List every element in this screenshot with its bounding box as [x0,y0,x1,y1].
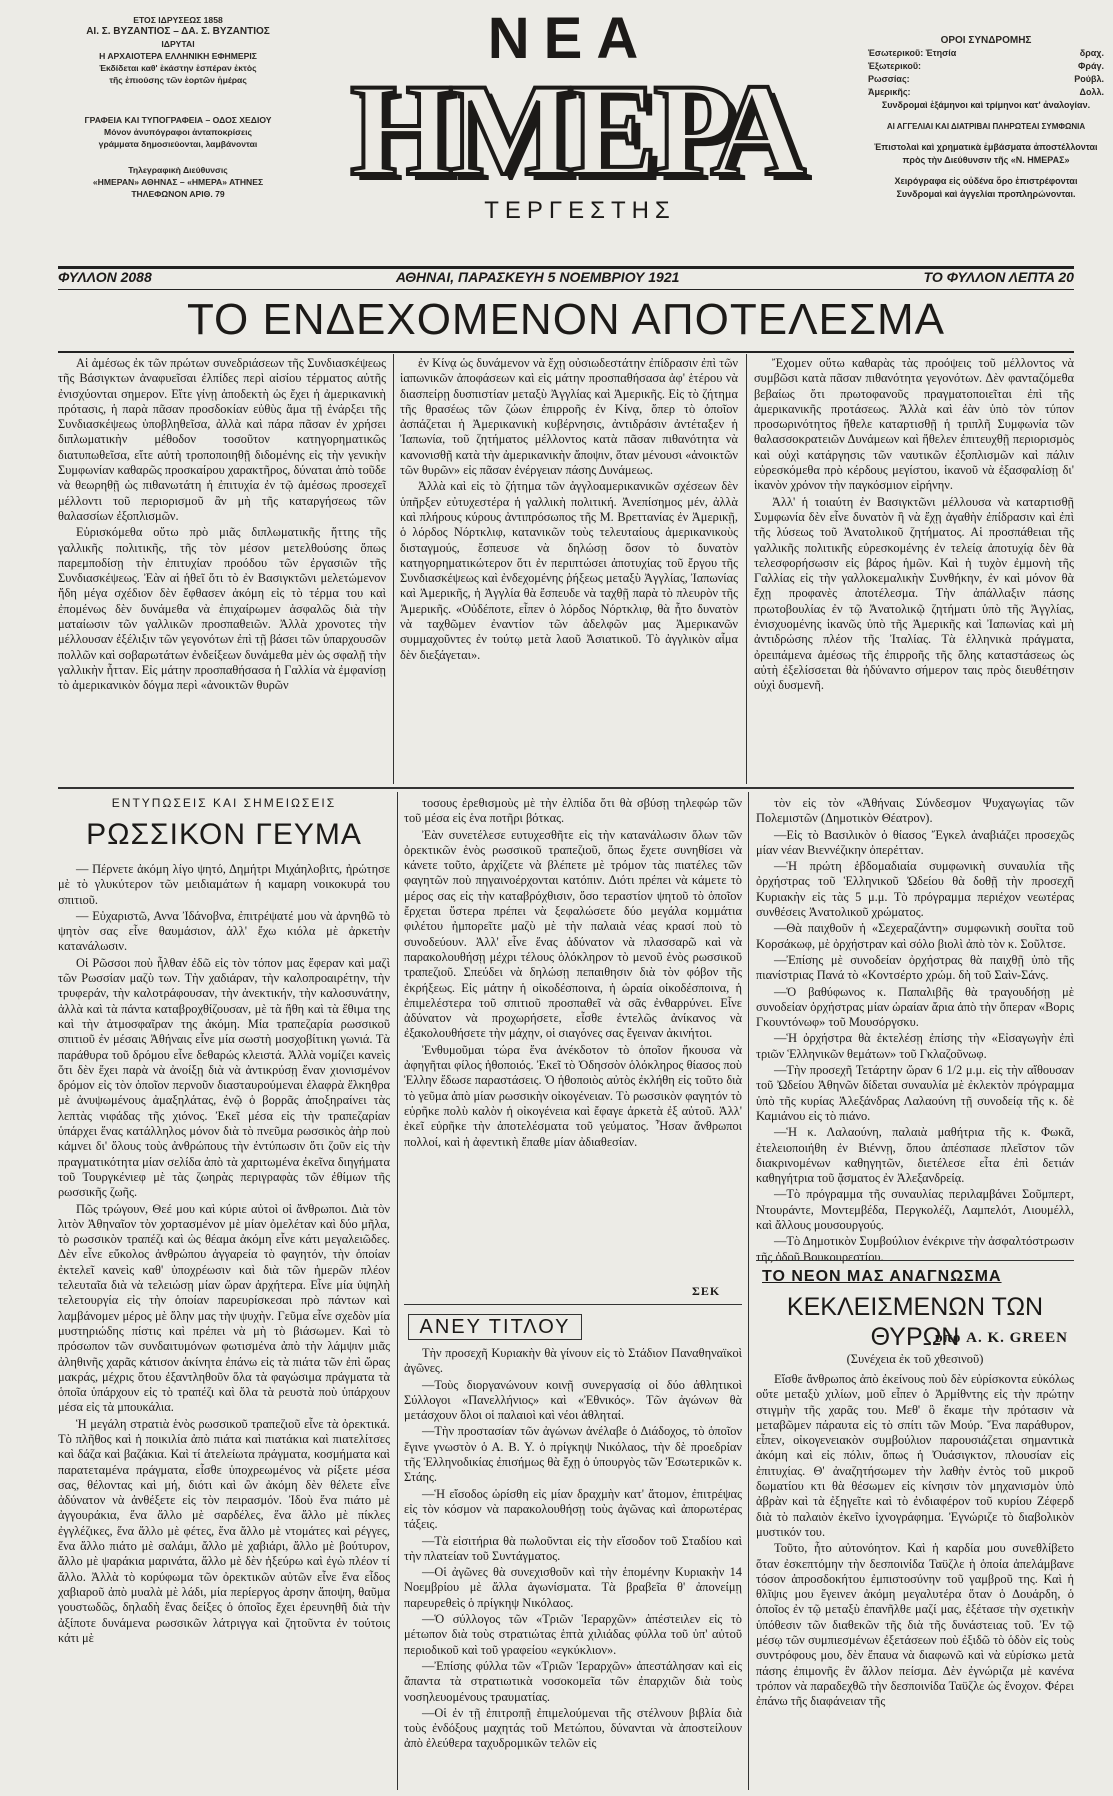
issue-date: ΑΘΗΝΑΙ, ΠΑΡΑΣΚΕΥΗ 5 ΝΟΕΜΒΡΙΟΥ 1921 [395,269,680,285]
publication-line-1: Ἐκδίδεται καθ' ἑκάστην ἑσπέραν ἐκτὸς [99,63,257,73]
lead-article-col-2 [400,356,738,782]
paragraph: Τὴν προσεχῆ Κυριακὴν θὰ γίνουν εἰς τὸ Στάδιον Παναθηναϊκοὶ ἀγῶνες. [404,1346,742,1376]
paragraph: —Θὰ παιχθοῦν ἡ «Σεχεραζάντη» συμφωνικὴ σουῖτα τοῦ Κορσάκωφ, μὲ ὀρχήστραν καὶ σόλο βιολὶ ἀπὸ τὸν κ. Σοῦλτσε. [756,921,1074,951]
dateline-rule-bottom [58,289,1074,290]
serial-kicker: ΤΟ ΝΕΟΝ ΜΑΣ ΑΝΑΓΝΩΣΜΑ [762,1268,1002,1285]
paragraph: Ἐνθυμοῦμαι τώρα ἕνα ἀνέκδοτον τὸ ὁποῖον ἤκουσα νὰ ἀφηγῆται φίλος ἡθοποιός. Ἐκεῖ τὸ Ὀδησσὸν ὁλόκληρος θίασος ποὺ Ἐλλην ἔδωσε παραστάσεις. Ὁ ἡθοποιὸς αὐτὸς ἐκλήθη εἰς τοῦτο διὰ τὸ γεῦμα ἀπὸ μίαν ρωσσικὴν οἰκογένειαν. Τὸ ρωσσικὸν φαγητόν τὸ εὑρῆκε πολὺ καλὸν ἡ οἰκογένεια καὶ ἔφαγε ἀρκετὰ ἐξ αὐτοῦ. Ἀλλ' ἐκεῖ εὑρῆκε τὴν ἀποτελέσματα τοῦ γεύματος. Ἦσαν ἄνθρωποι πολλοί, καὶ ἡ ἀφεντικὴ ἔπαθε μίαν ἀδιαθεσίαν. [404,1042,742,1149]
prepayment-note: Συνδρομαὶ καὶ ἀγγελίαι προπληρώνονται. [896,189,1076,199]
founding-line: ΕΤΟΣ ΙΔΡΥΣΕΩΣ 1858 [133,15,223,25]
paragraph: —Τὸ Δημοτικὸν Συμβούλιον ἐνέκρινε τὴν ἀσφαλτόστρωσιν τῆς ὁδοῦ Βουκουρεστίου. [756,1234,1074,1264]
section-rule [404,1304,742,1305]
paragraph: —Τὰ εἰσιτήρια θὰ πωλοῦνται εἰς τὴν εἴσοδον τοῦ Σταδίου καὶ τὴν πλατείαν τοῦ Συντάγματος. [404,1533,742,1563]
subscription-note: Συνδρομαὶ ἑξάμηνοι καὶ τρίμηνοι κατ' ἀναλογίαν. [881,100,1091,110]
paragraph: Οἱ Ρῶσσοι ποὺ ἦλθαν ἐδῶ εἰς τὸν τόπον μας ἔφεραν καὶ μαζὶ τῶν Ρωσσίαν μαζὺ των. Τὴν χαδιάραν, τὴν καλοπροαιρέτην, τὴν τρυφεράν, τὴν καλοτράφουσαν, τὴν ἀνεκτικήν, τὴν καλοσυνάτην, ἀλλὰ καὶ τὰ πάντα καταβροχθίζουσαν, μὲ τὰ ἤθη καὶ τὰ ἔθιμα της καὶ τὴν ἀτμοσφαῖραν της ἀκόμη. Μία τραπεζαρία ρωσσικοῦ σπιτιοῦ ἐν μέσαις Ἀθήναις εἶνε μία σωστὴ μοσχοβίτικη γωνιά. Τὰ παράθυρα τοῦ δρόμου εἶνε δεθαρώς κλειστά. Ἀλλὰ νομίζει κανεὶς ὅτι δὲν ἔχει παρὰ νὰ ἀνοίξῃ διὰ νὰ ἀντικρύσῃ ἕναν χιονισμένον δρόμον εἰς τὸν ὁποῖον περνοῦν διασταυρούμεναι ἐλαφρὰ ἕλκηθρα μὲ ἀνυψωμένους ἀμαξηλάτας, ἐνῷ ὁ βορρᾶς ἀποξηραίνει τὰς λεπτὰς νιφάδας τῆς χιόνος. Ἐκεῖ μέσα εἰς τὴν τραπεζαρίαν ὑπάρχει ἕνας κατάλληλος μόνον διὰ τὸ πνεῦμα ρωσσικὸς ἀὴρ ποὺ κάμνει δι' ὅλους τοὺς ἀνθρώπους τὴν ἐντύπωσιν ὅτι ζοῦν εἰς τὴν πραγματικότητα μίαν σελίδα ἀπὸ τὰ χαριτωμένα ἐκεῖνα διηγήματα τοῦ Τουργκένιεφ μὲ τὰς ζωηρὰς περιγραφὰς τῶν ἐθίμων τῆς ρωσσικῆς ζωῆς. [58,955,390,1200]
section-kicker: ΕΝΤΥΠΩΣΕΙΣ ΚΑΙ ΣΗΜΕΙΩΣΕΙΣ [111,796,337,810]
paragraph: — Εὐχαριστῶ, Αννα Ἰδάνοβνα, ἐπιτρέψατέ μου νὰ ἀρνηθῶ τὸ ψητὸν σας εἶνε θαυμάσιον, ἀλλ' ἔχω κιόλα μὲ ἀρκετὴν κατανάλωσιν. [58,908,390,954]
rate-row: Ἐξωτερικοῦ: Φράγ. [868,61,1104,71]
founders-line: ΑΙ. Σ. ΒΥΖΑΝΤΙΟΣ – ΔΑ. Σ. ΒΥΖΑΝΤΙΟΣ [86,26,270,37]
paragraph: Αἱ ἀμέσως ἐκ τῶν πρώτων συνεδριάσεων τῆς Συνδιασκέψεως τῆς Βάσιγκτων ἀναφυεῖσαι ἐλπίδες περὶ αἰσίου τέρματος αὐτῆς ἐνισχύονται σημερον. Εἴτε γίνῃ ἀποδεκτὴ ὡς ἔχει ἡ ἀμερικανικὴ πρότασις, ἡ παρὰ πᾶσαν προσδοκίαν εὐθὺς ἅμα τῇ ἐνάρξει τῆς Συνδιασκέψεως ὑποβληθεῖσα, ἀλλὰ καὶ πάρα πᾶσαν ἐν χρήσει διπλωματικὴν μέθοδον τοσοῦτον κατηγορηματικῶς διατυπωθεῖσα, εἴτε αὐτὴ τροποποιηθῇ διδομένης εἰς τὴν γενικὴν Συμφωνίαν καθαρῶς προσκαίρου χαρακτῆρος, δύναται ἀπὸ τοῦδε νὰ θεωρηθῇ ὡς πιθανωτάτη ἡ ἐπιτυχία ἐν τῷ ἀμέσως προσεχεῖ μέλλοντι τοῦ περιορισμοῦ ἂν μὴ τῆς καταργήσεως τῶν θαλασσίων ἐξοπλισμῶν. [58,356,386,523]
section-rule [58,787,1074,789]
lead-article-col-1 [58,356,386,782]
paragraph: —Εἰς τὸ Βασιλικὸν ὁ θίασος Ἔγκελ ἀναβιάζει προσεχῶς μίαν νέαν Βιεννέζικην ὀπερέτταν. [756,827,1074,857]
letters-note: Ἐπιστολαὶ καὶ χρηματικὰ ἐμβάσματα ἀποστέλλονται πρὸς τὴν Διεύθυνσιν τῆς «Ν. ΗΜΕΡΑΣ» [874,142,1098,165]
paragraph: τοσους ἐρεθισμοὺς μὲ τὴν ἐλπίδα ὅτι θὰ σβύσῃ τηλεφώρ τῶν τοῦ μέσα εἰς ἑνα ποτῆρι βότκας. [404,796,742,826]
paragraph: Εὑρισκόμεθα οὕτω πρὸ μιᾶς διπλωματικῆς ἥττης τῆς γαλλικῆς πολιτικῆς, τῆς τὸν μέσον μετελθούσης ὅπως παρεμποδίσῃ τὴν ἐπιτυχίαν προόδου τῶν ἐργασιῶν τῆς Συνδιασκέψεως. Ἐὰν αἱ ἡθεῖ ὅτι τὸ ἐν Βασιγκτῶνι μελετώμενον ἤδη μέγα σχέδιον δὲν ἔφθασεν ἀκόμη εἰς τὸ τέρμα του καὶ ἐπομένως δὲν δυνάμεθα νὰ ἐπιχαίρωμεν ἀσφαλῶς διὰ τὴν ματαίωσιν τῶν γαλλικῶν προσπαθειῶν. Ἀλλὰ χρονοτες τὴν μέλλουσαν ἐξέλιξιν τῶν γεγονότων ἐπὶ τῇ βάσει τῶν ὑπαρχουσῶν πολλῶν καὶ σοβαρωτάτων ἐνδείξεων δυνάμεθα μὲν ὡς σφαλῇ τὴν γαλλικὴν ἧτταν. Εἰς μάτην προσπαθήσασα ἡ Γαλλία νὰ ἐμφανίσῃ τὸ ἀμερικανικὸν δόγμα περὶ «ἀνοικτῶν θυρῶν [58,525,386,693]
column-divider [397,792,398,1790]
section-title-russian-meal: ΡΩΣΣΙΚΟΝ ΓΕΥΜΑ [86,818,362,851]
submissions-line-1: Μόνον ἀνυπόγραφοι ἀνταποκρίσεις [104,127,252,137]
rate-row: Ἀμερικῆς: Δολλ. [868,87,1104,97]
untitled-column [404,1346,742,1790]
lead-headline: ΤΟ ΕΝΔΕΧΟΜΕΝΟΝ ΑΠΟΤΕΛΕΣΜΑ [186,295,946,344]
publication-line-2: τῆς ἐπιούσης τῶν ἑορτῶν ἡμέρας [109,75,247,85]
paragraph: —Ἡ εἴσοδος ὡρίσθη εἰς μίαν δραχμὴν κατ' ἄτομον, ἐπιτρέψας εἰς τὸν κόσμον νὰ παρακολουθήσῃ τοὺς ἀγῶνας καὶ ἀπορωτέρας τάξεις. [404,1486,742,1532]
masthead-subscription-terms [868,34,1104,201]
oldest-paper-line: Η ΑΡΧΑΙΟΤΕΡΑ ΕΛΛΗΝΙΚΗ ΕΦΗΜΕΡΙΣ [99,51,257,61]
manuscripts-note: Χειρόγραφα εἰς οὐδένα ὅρο ἐπιστρέφονται [894,176,1078,186]
serial-author: ὑπὸ A. K. GREEN [934,1330,1068,1346]
paragraph: —Ὁ σύλλογος τῶν «Τριῶν Ἱεραρχῶν» ἀπέστειλεν εἰς τὸ μέτωπον διὰ τοὺς στρατιώτας ἑπτὰ χιλιάδας φύλλα τοῦ ὑπ' αὐτοῦ περιοδικοῦ καὶ τοῦ γραφείου «εγκύκλιον». [404,1612,742,1657]
serial-column [756,1372,1074,1790]
paragraph: —Ὁ βαθύφωνος κ. Παπαλιβῆς θὰ τραγουδήσῃ μὲ συνοδείαν ὀρχήστρας μίαν ὡραίαν ἄρια ἀπὸ τὴν ὄπεραν «Βορις Γκουντόνωφ» τοῦ Μουσόργσκυ. [756,984,1074,1030]
section-title-untitled: ΑΝΕΥ ΤΙΤΛΟΥ [408,1314,582,1340]
masthead-title-top: ΝΕΑ [487,6,653,71]
issue-price: ΤΟ ΦΥΛΛΟΝ ΛΕΠΤΑ 20 [923,269,1074,285]
subscription-heading: ΟΡΟΙ ΣΥΝΔΡΟΜΗΣ [940,35,1032,46]
masthead-left-info [48,14,308,200]
paragraph: — Πέρνετε ἀκόμη λίγο ψητό, Δημήτρι Μιχάηλοβιτς, ἠρώτησε μὲ τὸ γλυκύτερον τῶν μειδιαμάτων ἡ καμαρη νοικοκυρά του σπιτιοῦ. [58,862,390,907]
founders-label: ΙΔΡΥΤΑΙ [161,39,195,49]
paragraph: τὸν εἰς τὸν «Ἀθήναις Σύνδεσμον Ψυχαγωγίας τῶν Πολεμιστῶν (Δημοτικὸν Θέατρον). [756,796,1074,826]
russian-meal-col-1 [58,862,390,1788]
paragraph: Ἀλλ' ἡ τοιαύτη ἐν Βασιγκτῶνι μέλλουσα νὰ καταρτισθῇ Συμφωνία δὲν εἶνε δυνατὸν ἢ νὰ ἔχῃ ἀγαθὴν ἐπίδρασιν καὶ ἐπὶ τῆς λύσεως τοῦ Ἀνατολικοῦ ζητήματος. Αἱ προσπάθειαι τῆς γαλλικῆς πολιτικῆς εὑρεσκομένης ἐν τελείᾳ ἀποτυχίᾳ δὲν θὰ τελεσφορήσωσιν εἰς βάρος ἡμῶν. Καὶ ἡ τυχὸν ἐμμονὴ τῆς Γαλλίας εἰς τὴν γαλλοκεμαλικὴν Συνθήκην, ἐν καὶ μόνον θὰ ἔχῃ προφανὲς ἀποτέλεσμα. Τὴν ἀπάλλαξιν πάσης πρωτοβουλίας ἐν τῷ Ἀνατολικῷ ζητήματι ὑπὸ τῆς Ἀγγλίας, ἐνισχυομένης ἱκανῶς ὑπὸ τῆς Ἀμερικῆς καὶ Ἰαπωνίας καὶ μὴ ἀντιδρώσης πλέον τῆς Ἰταλίας. Τὰ ἑλληνικὰ πράγματα, ὀρειπάμενα ἀμέσως τῆς ἐπιρροῆς τῆς ὅλης καταστάσεως ὡς αὐτὴ ἐξελίσσεται θὰ ἠδύναντο σήμερον ταις πρὸς διευθέτησιν οὐχὶ δυσμενῆ. [754,494,1074,693]
rate-row: Ρωσσίας: Ρούβλ. [868,74,1104,84]
paragraph: Ἐὰν συνετέλεσε ευτυχεσθῆτε εἰς τὴν κατανάλωσιν ὅλων τῶν ὀρεκτικῶν ἑνὸς ρωσσικοῦ τραπεζιοῦ, ὅπως ἔχετε συνηθίσει νὰ κάνετε τοῦτο, ἀρχίζετε νὰ βλέπετε μὲ τρόμον τὰς πιατέλες τῶν φαγητῶν ποὺ πηγαινοέρχονται κατόπιν. Διότι πρέπει νὰ κάμετε τὸ μέρος σας εἰς τὴν καταβρόχθισιν, ὅσο τεραστίον ψητοῦ τὸ ὁποῖον ἔρχεται ὕστερα πρέπει νὰ ξεφαλώσετε δύο μεγάλα κομμάτια φιλέτου ἠμπορεῖτε μαζὺ μὲ τὴν παλαιὰ νέας κρασί ποὺ τὸ συνοδεύουν. Ἀλλ' εἶνε ἕνας ἀδύνατον νὰ πλασσαρῶ καὶ νὰ παρακολουθήσῃ μέχρι τέλους ὁλόκληρον τὸ μενοῦ ἑνὸς ρωσσικοῦ τραπεζιοῦ. Σπεύδει νὰ δηλώσῃ πεπαιθησιν διὰ τὸν φόβον τῆς ἐκρήξεως. Εἰς μάτην ἡ οἰκοδέσποινα, ἡ ὡραία οἰκοδέσποινα, ἡ ἐπιμελέστερα τοῦ σπιτιοῦ προσπαθεῖ νὰ σᾶς ἐνθαρρύνει. Εἶνε ἀδύνατον νὰ προχωρήσετε, εἶσθε ἐντελῶς ἀνίκανος νὰ ἐξακολουθήσετε τὴν μάχην, οἱ σιαγόνες σας ἔγειναν ἀκινήτοι. [404,827,742,1041]
paragraph: ἐν Κίνᾳ ὡς δυνάμενον νὰ ἔχῃ οὐσιωδεστάτην ἐπίδρασιν ἐπὶ τῶν ἰαπωνικῶν ἀποφάσεων καὶ εἰς μάτην προσπαθήσασα ἀφ' ἑτέρου νὰ διασπείρῃ δυσπιστίαν μεταξὺ Ἀγγλίας καὶ Ἀμερικῆς. Εἰς τὸ ζήτημα τῆς θρασέως τῶν ζώων ἐπιρροῆς ἐν Κίνᾳ, ὅπερ τὸ ὁποῖον ἀσπάζεται ἡ Ἀμερικανικὴ κυβέρνησις, ἀντιδράσιν ἀντέταξεν ἡ Ἰαπωνία, τοῦ ζητήματος μέλλοντος κατὰ πᾶσαν πιθανότητα νὰ κανονισθῇ κατὰ τὴν ἀμερικανικὴν ἄποψιν, ὅταν μένουσι «ἀνοικτῶν τῶν θυρῶν» εἰς πᾶσαν ἐνέργειαν πάσης Δυνάμεως. [400,356,738,478]
paragraph: Ἀλλὰ καὶ εἰς τὸ ζήτημα τῶν ἀγγλοαμερικανικῶν σχέσεων δὲν ὑπῆρξεν εὐτυχεστέρα ἡ γαλλικὴ πολιτική. Ἀνεπίσημος μέν, ἀλλὰ καὶ πλήρους κύρους ἀντιπρόσωπος τῆς Μ. Βρεττανίας ἐν Ἀμερικῇ, ὁ λόρδος Νόρτκλιφ, κατανικῶν τοὺς τελευταίους ἀμερικανικοὺς δισταγμούς, ἔσπευσε νὰ δηλώσῃ ὅσον τὸ δυνατὸν κατηγορηματικώτερον ὅτι ἐν περιπτώσει ἀποτυχίας τοῦ ἔργου τῆς Συνδιασκέψεως καὶ ἐνδεχομένης ῥήξεως μεταξὺ Ἀγγλίας, Ἰαπωνίας καὶ Ἀμερικῆς, ἡ Ἀγγλία θὰ ἔσπευδε νὰ ταχθῇ παρὰ τὸ πλευρὸν τῆς Ἀμερικῆς. «Οὐδέποτε, εἶπεν ὁ λόρδος Νόρτκλιφ, θὰ ἦτο δυνατὸν νὰ ταχθῶμεν ἐναντίον τῶν ἀδελφῶν μας Ἀμερικανῶν συμμαχοῦντες ἐν τούτῳ μετὰ λαοῦ Ἀσιατικοῦ. Τὸ ἀγγλικὸν αἷμα δὲν διεξάγεται». [400,479,738,662]
telegraph-address: «ΗΜΕΡΑΝ» ΑΘΗΝΑΣ – «ΗΜΕΡΑ» ΑΤΗΝΕΣ [92,177,264,187]
paragraph: —Τὴν προσεχῆ Τετάρτην ὥραν 6 1/2 μ.μ. εἰς τὴν αἴθουσαν τοῦ Ὠδείου Ἀθηνῶν δίδεται συναυλία μὲ ἐκλεκτὸν πρόγραμμα ὑπὸ τῆς κυρίας Ἀλεξάνδρας Λαλαούνη τῇ συνοδείᾳ τῆς κ. δὲ Καμιάνου εἰς τὸ πιάνο. [756,1063,1074,1123]
column-divider [748,792,749,1790]
column-divider [393,354,394,784]
rate-row: Ἐσωτερικοῦ: Ἐτησία δραχ. [868,48,1104,58]
paragraph: —Ἐπίσης φύλλα τῶν «Τριῶν Ἱεραρχῶν» ἀπεστάλησαν καὶ εἰς ἅπαντα τὰ στρατιωτικὰ νοσοκομεῖα τῶν ἐπαρχιῶν διὰ τοὺς νοσηλευομένους τραυματίας. [404,1658,742,1704]
submissions-line-2: γράμματα δημοσιεύονται, λαμβάνονται [98,139,258,149]
dateline [58,268,1074,286]
telegraph-label: Τηλεγραφικὴ Διεύθυνσις [128,165,228,175]
masthead-title-main: ΗΜΕΡΑ [350,56,802,203]
news-notes-column [756,796,1074,1264]
section-rule [756,1260,1074,1261]
paragraph: —Οἱ ἐν τῇ ἐπιτροπῇ ἐπιμελούμεναι τῆς στέλνουν βιβλία διὰ τοὺς ἐνδόξους μαχητάς τοῦ Μετώπου, δύνανται νὰ ἀποστείλουν ἀπὸ ἐλεύθερα ταχυδρομικῶν τελῶν εἰς [404,1705,742,1751]
headline-rule [58,351,1074,353]
paragraph: —Τὴν προστασίαν τῶν ἀγώνων ἀνέλαβε ὁ Διάδοχος, τὸ ὁποῖον ἔγινε γνωστὸν ὁ Α. Β. Υ. ὁ πρίγκηψ Νικόλαος, τὴν δὲ προεδρίαν τῆς Ἑλληνοδικίας ἐπισήμως θὰ ἔχῃ ὁ ὑπουργὸς τῶν Ἐσωτερικῶν κ. Στάης. [404,1424,742,1485]
paragraph: —Ἡ πρώτη ἑβδομαδιαία συμφωνικὴ συναυλία τῆς ὀρχήστρας τοῦ Ἑλληνικοῦ Ὠδείου θὰ δοθῇ τὴν προσεχῆ Κυριακὴν εἰς τὰς 5 μ.μ. Τὸ πρόγραμμα περιέχον νεωτέρας συνθέσεις Ἀνατολικοῦ χρώματος. [756,859,1074,920]
issue-number: ΦΥΛΛΟΝ 2088 [58,269,152,285]
article-signature: ΣΕΚ [692,1284,721,1298]
paragraph: —Ἡ κ. Λαλαούνη, παλαιὰ μαθήτρια τῆς κ. Φωκᾶ, ἐτελειοποιήθη ἐν Βιέννῃ, ὅπου ἀπέσπασε πλεῖστον τῶν διακρινομένων καθηγητῶν, διετέλεσε εἶτα ἐπὶ δετιάν καθηγήτρια τοῦ ᾄσματος ἐν Ἀλεξανδρείᾳ. [756,1125,1074,1186]
paragraph: —Τὸ πρόγραμμα τῆς συναυλίας περιλαμβάνει Σοῦμπερτ, Ντουράντε, Μοντεμβέδα, Περγκολέζι, Λαμπελότ, Λιουμέλλ, καὶ ἄλλους μουσουργούς. [756,1187,1074,1233]
paragraph: Ἔχομεν οὕτω καθαρὰς τὰς προόψεις τοῦ μέλλοντος νὰ συμβῶσι κατὰ πᾶσαν πιθανότητα γεγονότων. Δὲν φανταζόμεθα βεβαίως ὅτι πρωτοφανοῦς πραγματοποιεῖται ἐπὶ τῆς ἀμερικανικῆς προτάσεως. Ἀλλὰ καὶ ἐὰν ὑπὸ τὸν τύπον προσωρινότητος ἤθελε καταρτισθῇ ἡ τριπλῆ Συμφωνία τῶν θαλασσοκρατειῶν Δυνάμεων καὶ ἤθελεν ἐπιτευχθῇ περιορισμὸς καὶ οὐχὶ κατάργησις τῶν ναυτικῶν ἐξοπλισμῶν καὶ πάλιν εὐρεσκόμεθα πρὸ κέρδους μεγίστου, ἱκανοῦ νὰ ἐξασφαλίσῃ δι' ἱκανὸν χρόνον τὴν παγκόσμιον εἰρήνην. [754,356,1074,493]
telephone-line: ΤΗΛΕΦΩΝΟΝ ΑΡΙΘ. 79 [131,189,225,199]
paragraph: Πῶς τρώγουν, Θεέ μου καὶ κύριε αὐτοὶ οἱ ἄνθρωποι. Διὰ τὸν λιτὸν Ἀθηναῖον τὸν χορτασμένον μὲ μίαν ὀμελέταν καὶ δύο μῆλα, τὸ ρωσσικὸν τραπέζι καὶ ὡς θέαμα ἀκόμη εἶνε κάτι μεγαλειῶδες. Δὲν εἶνε εὔκολος ἀνθρώπου ἀγγαρεία τὸ φαγητόν, τὴν ὁποίαν ἐκτελεῖ κανεὶς καθ' ὑποχρέωσιν καὶ διὰ τῶν ἡμερῶν πλέον τελευταῖα διὰ νὰ τελειώσῃ μίαν ὥραν ἀρχήτερα. Εἶνε μία ὑψηλὴ τελετουργία εἰς τὴν ὁποίαν παρευρίσκεσαι πρὸ πάντων καὶ λαμβάνομεν μέρος μὲ ὅλην μας τὴν ψυχὴν. Γεῦμα εἶνε σχεδὸν μία μυστηριώδης πίστις καὶ πρέπει νὰ μὴ τὸ βιάσωμεν. Καὶ τὸ πρόσωπον τῶν συνδαιτυμόνων φωτισμένα ἀπὸ τὴν λάμψιν μιᾶς ἀληθινῆς χαρᾶς κάτισον ἀκίνητα ἐπάνω εἰς τὰ πιάτα τῶν ἐπὶ ὥρας μακράς, μέχρις ὅτου ἐξαντληθοῦν ὅλα τὰ φαγώσιμα πράγματα τὰ ὁποῖα ὑπάρχουν εἰς τὸ τραπέζι καὶ ὅλα τὰ ρευστὰ ποὺ ὑπάρχουν μέσα εἰς τὰ μπουκάλια. [58,1201,390,1415]
paragraph: Τοῦτο, ἦτο αὐτονόητον. Καὶ ἡ καρδία μου συνεθλίβετο ὅταν ἐσκεπτόμην τὴν δεσποινίδα Ταϋζλε ἡ ὁποία ἀπελάμβανε τόσον ἀπροσδοκήτου ἐμπιστοσύνην τοῦ γαμβροῦ της. Καὶ ἡ θλῖψις μου ἔγεινεν ἀκόμη μεγαλυτέρα ὅταν ὁ Δουάρδη, ὁ ὁποῖος ἐν τῷ μεταξὺ ἐπανῆλθε μαζί μας, ἐξέτασε τὴν σχετικὴν ὑπόθεσιν τῶν διαθεκῶν τῆς διὰ τῆς δυνάστειας τοῦ. Ἐν τῷ μέσῳ τῶν συμπιεσμένων ἐξετάσεων ποὺ ἐξιδῶ τὸ ὁδὸν εἰς τοὺς συντρόφους μου, δὲν ἔπαυα νὰ διαφωνῶ καὶ νὰ εὑρίσκω μετὰ πάσης ἐπιμονῆς ἓν ἄλλον πείσμα. Δὲν ἐγνώριζα μὲ κανένα τρόπον νὰ παραδεχθῶ τὴν δεσποινίδα Ταϋζλε ὡς ἔνοχον. Φέρει ἐπάνω τῆς διαφάνειαν τῆς [756,1541,1074,1709]
serial-title: ΚΕΚΛΕΙΣΜΕΝΩΝ ΤΩΝ ΘΥΡΩΝ [786,1293,1044,1351]
column-divider [746,354,747,784]
paragraph: —Ἐπίσης μὲ συνοδείαν ὀρχήστρας θὰ παιχθῇ ὑπὸ τῆς πιανίστριας Πανά τὸ «Κοντσέρτο χρώμ. δὴ τοῦ Σαὶν-Σάνς. [756,952,1074,983]
ads-note: ΑΙ ΑΓΓΕΛΙΑΙ ΚΑΙ ΔΙΑΤΡΙΒΑΙ ΠΛΗΡΩΤΕΑΙ ΣΥΜΦΩΝΙΑ [886,122,1086,131]
paragraph: —Ἡ ὀρχήστρα θὰ ἐκτελέσῃ ἐπίσης τὴν «Εἰσαγωγὴν ἐπὶ τριῶν Ἑλληνικῶν θεμάτων» τοῦ Γκλαζοῦνωφ. [756,1031,1074,1061]
paragraph: Ἡ μεγάλη στρατιὰ ἑνὸς ρωσσικοῦ τραπεζιοῦ εἶνε τὰ ὀρεκτικά. Τὸ πλῆθος καὶ ἡ ποικιλία ἀπὸ πιάτα καὶ πιατάκια καὶ πιατελίτσες καὶ δάζα καὶ βαζάκια. Καὶ τί ἀτελείωτα πράγματα, κοσμήματα καὶ παρατεταμένα πράγματα, εἶσθε ὑποχρεωμένος νὰ ρίξετε μέσα σας, θέλοντας καὶ μή, διότι καὶ ὢν ἀκόμη δὲν θέλετε εἶνε ἀδύνατον νὰ ἀνθέξετε εἰς τὸν πειρασμόν. Ἰδοὺ ἕνα πιάτο μὲ ἀγγουράκια, ἕνα ἄλλο μὲ σαρδέλες, ἕνα ἄλλο μὲ πίκλες ἐγγλέζικες, ἕνα ἄλλο μὲ φέτες, ἕνα ἄλλο μὲ ντομάτες καὶ ρέγγες, ἕνα ἄλλο πιάτο μὲ σαλάμι, ἄλλο μὲ χαβιάρι, ἄλλο μὲ βούτυρον, ἄλλο μὲ ψαράκια μαρινάτα, ἄλλο μὲ δὲν ἠξεύρω καὶ ἐγὼ πλέον τί ἄλλο. Ἀλλὰ τὸ κορύφωμα τῶν ὀρεκτικῶν αὐτῶν εἶνε ἕνα εἶδος χαβιαροῦ ἀπὸ μυαλὰ μὲ λάδι, μία περίεργος ἀρσην ἄποψη, θαῦμα γουστωδῶς, δηλαδὴ ἕνας δείξες ὁ ὁποῖος ἔχει ἐρευνηθῆ διὰ τὴν ἀξίποτε δυνάμενα ρωσσικῶν λάτριγγα καὶ ζητοῦντα ἐν τούτοις κάτι μὲ [58,1416,390,1645]
lead-article-col-3 [754,356,1074,782]
russian-meal-col-2 [404,796,742,1278]
paragraph: Εἴσθε ἄνθρωπος ἀπὸ ἐκείνους ποὺ δὲν εὑρίσκοντα εὐκόλως οὔτε μεταξὺ χιλίων, μοῦ εἶπεν ὁ Ἀρμίθντης εἰς τὴν πρώτην στιγμὴν τῆς χαρᾶς του. Μεθ' ὃ ἔκαμε τὴν πρότασιν νὰ μεταβῶμεν πάραυτα εἰς τὸ σπίτι τῶν Μούρ. Ἕνα παράθυρον, εἶπεν, οἰκογενειακὸν συμβούλιον παρουσιάζεται σημαντικὰ ἀκόμη καὶ εἰς πόλιν, ὅπως ἡ Ὀυάσιγκτον, πλουσίαν εἰς ἐπιτυχίας. Θ' ἀναζητήσωμεν τὴν λαθὴν ἐντὸς τοῦ μικροῦ δωματίου κτι θὰ θέσωμεν εἰς κίνησιν τὸν μηχανισμὸν ὑπὸ ἀβρὰν καὶ τὰ ἐξηγεῖτε καὶ τὸ ἐνδιαφέρον τοῦ κυρίου Ζέφερδ διὰ τὸ παλαιὸν ἐκεῖνο ἰχνογράφημα. Ἐγνώριζε τὸ διαβολικὸν μυστικόν του. [756,1372,1074,1539]
serial-continuation-note: (Συνέχεια ἐκ τοῦ χθεσινοῦ) [846,1352,984,1366]
offices-line: ΓΡΑΦΕΙΑ ΚΑΙ ΤΥΠΟΓΡΑΦΕΙΑ – ΟΔΟΣ ΧΕΔΙΟΥ [84,115,272,125]
masthead-title-sub: ΤΕΡΓΕΣΤΗΣ [484,197,676,224]
paragraph: —Τοὺς διοργανώνουν κοινῇ συνεργασίᾳ οἱ δύο ἀθλητικοὶ Σύλλογοι «Πανελλήνιος» καὶ «Ἐθνικός». Τῶν ἀγώνων θὰ μετάσχουν ὅλοι οἱ παλαιοὶ καὶ νέοι ἀθληταί. [404,1377,742,1423]
paragraph: —Οἱ ἀγῶνες θὰ συνεχισθοῦν καὶ τὴν ἑπομένην Κυριακὴν 14 Νοεμβρίου μὲ ἄλλα ἀγωνίσματα. Τὰ βραβεῖα θ' ἀπονείμῃ παρευρεθεὶς ὁ πρίγκηψ Νικόλαος. [404,1565,742,1610]
